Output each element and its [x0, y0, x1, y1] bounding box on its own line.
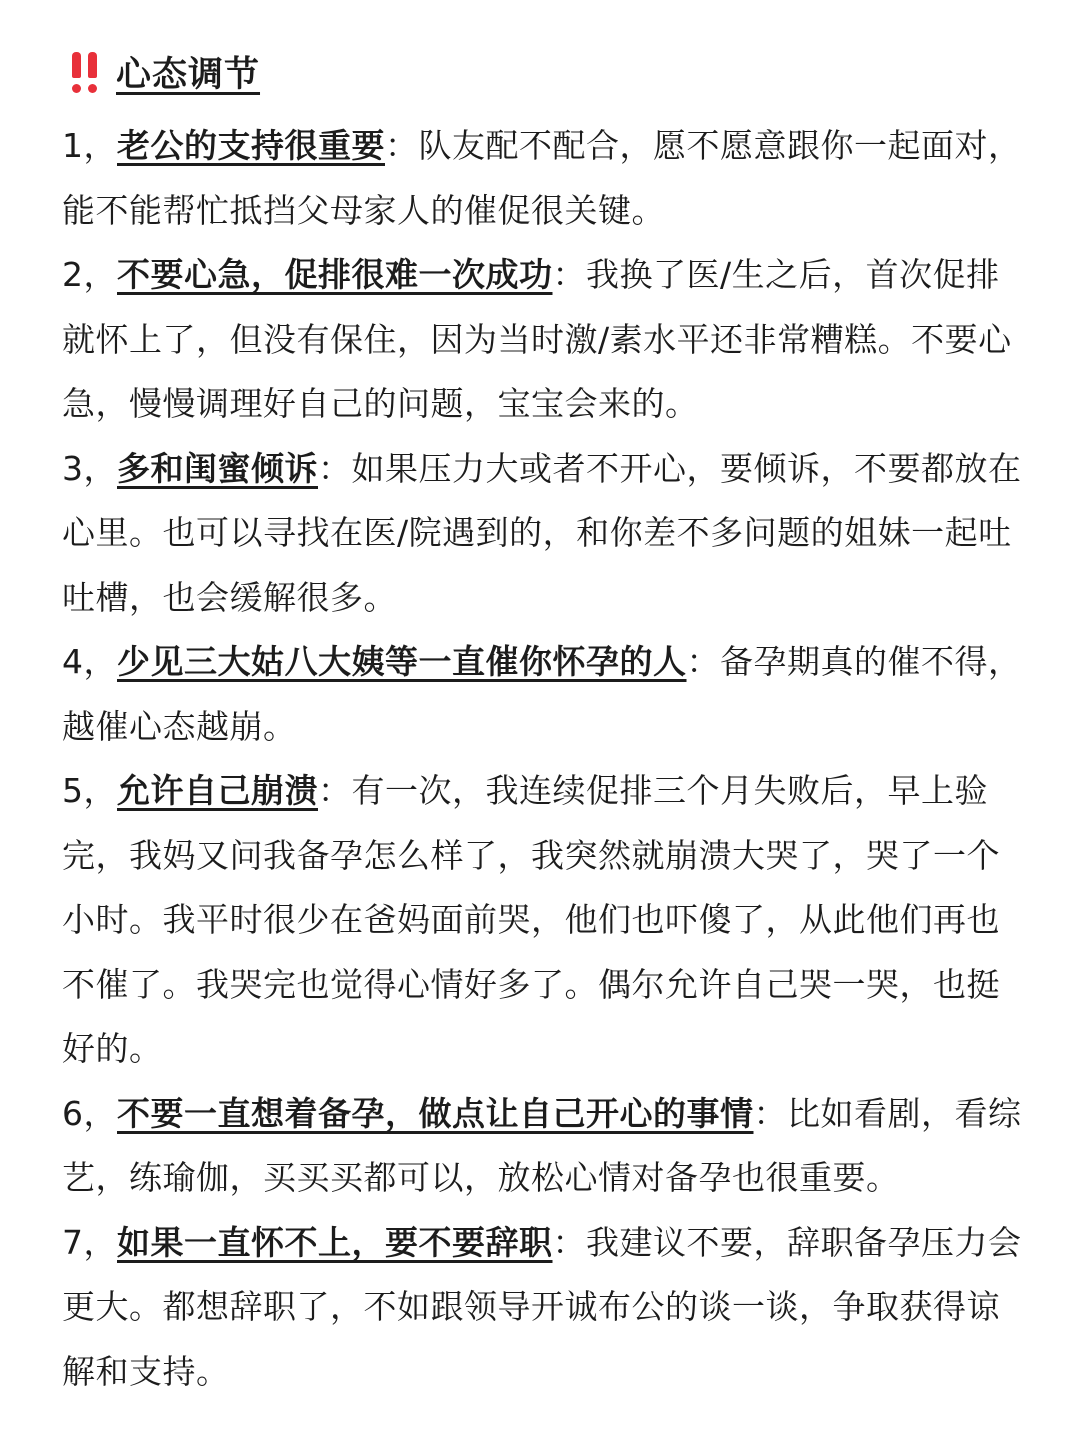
tip-separator: ：	[753, 1093, 787, 1133]
tip-item-5	[62, 759, 1022, 1082]
note-page	[62, 42, 1022, 1404]
tip-lead: 多和闺蜜倾诉	[117, 448, 318, 488]
tip-number: 2，	[62, 255, 117, 294]
tip-number: 6，	[62, 1093, 117, 1133]
tip-separator: ：	[686, 642, 720, 681]
tip-body: 备孕期真的催不得，越催心态越崩。	[62, 642, 1022, 746]
tips-list	[62, 114, 1022, 1404]
tip-number: 4，	[62, 642, 117, 681]
tip-body: 如果压力大或者不开心，要倾诉，不要都放在心里。也可以寻找在医/院遇到的，和你差不多问题的姐妹一起吐吐槽，也会缓解很多。	[62, 448, 1022, 617]
tip-lead: 不要一直想着备孕，做点让自己开心的事情	[117, 1093, 754, 1133]
tip-item-7	[62, 1211, 1022, 1405]
tip-body: 我换了医/生之后，首次促排就怀上了，但没有保住，因为当时激/素水平还非常糟糕。不要心急，慢慢调理好自己的问题，宝宝会来的。	[62, 255, 1012, 423]
tip-body: 队友配不配合，愿不愿意跟你一起面对，能不能帮忙抵挡父母家人的催促很关键。	[62, 126, 1022, 230]
tip-lead: 不要心急，促排很难一次成功	[117, 255, 553, 294]
tip-body: 有一次，我连续促排三个月失败后，早上验完，我妈又问我备孕怎么样了，我突然就崩溃大哭了，哭了一个小时。我平时很少在爸妈面前哭，他们也吓傻了，从此他们再也不催了。我哭完也觉得心情好多了。偶尔允许自己哭一哭，也挺好的。	[62, 771, 1000, 1068]
tip-item-3	[62, 437, 1022, 631]
tip-number: 3，	[62, 448, 117, 488]
tip-lead: 老公的支持很重要	[117, 126, 385, 165]
section-heading	[62, 42, 1022, 102]
tip-separator: ：	[318, 448, 352, 488]
tip-item-2	[62, 243, 1022, 437]
tip-number: 7，	[62, 1222, 117, 1262]
tip-separator: ：	[552, 255, 586, 294]
tip-number: 5，	[62, 771, 117, 810]
tip-item-1	[62, 114, 1022, 243]
tip-separator: ：	[318, 771, 352, 810]
tip-number: 1，	[62, 126, 117, 165]
section-title: 心态调节	[116, 55, 261, 95]
double-exclamation-icon	[66, 48, 106, 96]
tip-body: 我建议不要，辞职备孕压力会更大。都想辞职了，不如跟领导开诚布公的谈一谈，争取获得谅解和支持。	[62, 1222, 1022, 1391]
tip-item-4	[62, 630, 1022, 759]
tip-body: 比如看剧，看综艺，练瑜伽，买买买都可以，放松心情对备孕也很重要。	[62, 1093, 1022, 1197]
tip-lead: 允许自己崩溃	[117, 771, 318, 810]
tip-lead: 少见三大姑八大姨等一直催你怀孕的人	[117, 642, 687, 681]
tip-lead: 如果一直怀不上，要不要辞职	[117, 1222, 553, 1262]
tip-separator: ：	[385, 126, 419, 165]
tip-separator: ：	[552, 1222, 586, 1262]
tip-item-6	[62, 1082, 1022, 1211]
